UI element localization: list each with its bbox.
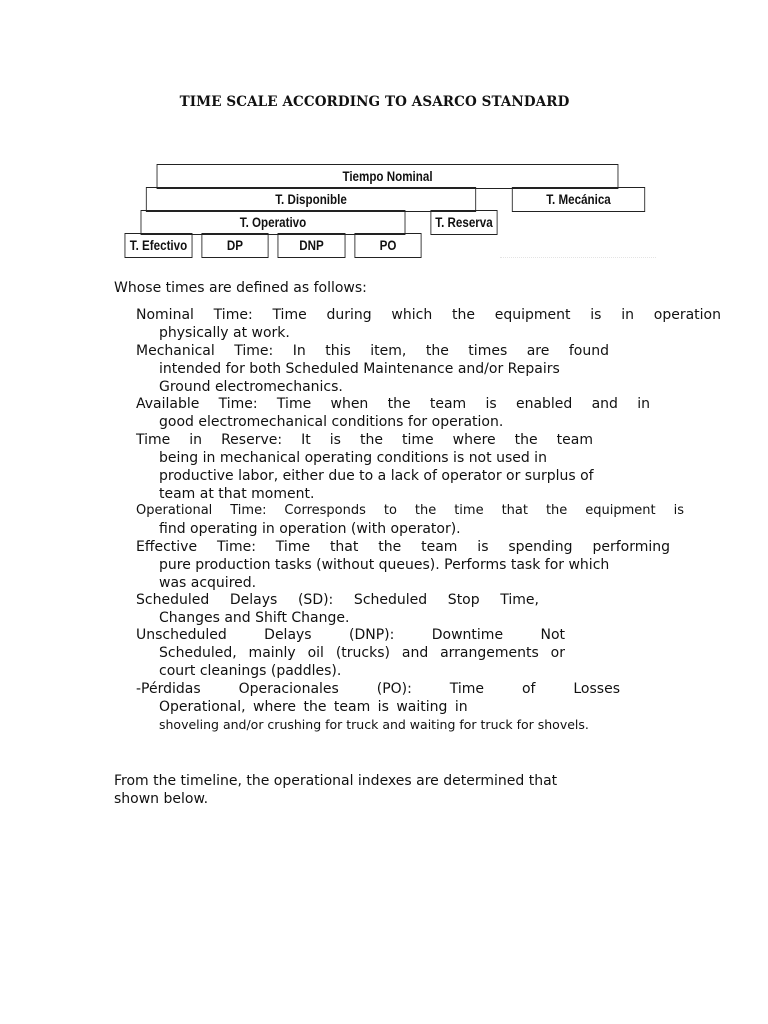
definition-unscheduled-delays xyxy=(136,626,565,680)
definition-line: Scheduled Delays (SD): Scheduled Stop Time, xyxy=(136,592,539,608)
definition-line: good electromechanical conditions for operation. xyxy=(159,414,504,430)
cell-dnp: DNP xyxy=(278,233,346,258)
definition-scheduled-delays xyxy=(136,591,539,627)
definition-line: physically at work. xyxy=(159,325,290,341)
definition-available-time xyxy=(136,395,650,431)
definition-line: Available Time: Time when the team is enabled and in xyxy=(136,396,650,412)
definition-line: court cleanings (paddles). xyxy=(159,663,342,679)
cell-t-efectivo: T. Efectivo xyxy=(125,233,193,258)
cell-t-operativo: T. Operativo xyxy=(141,210,406,235)
cell-t-reserva: T. Reserva xyxy=(430,210,497,235)
definition-line: Operational Time: Corresponds to the time that the equipment is xyxy=(136,503,684,518)
definition-line: intended for both Scheduled Maintenance and/or Repairs xyxy=(159,361,560,377)
definition-line: Unscheduled Delays (DNP): Downtime Not xyxy=(136,627,565,643)
definition-time-in-reserve xyxy=(136,431,593,503)
cell-po: PO xyxy=(354,233,421,258)
cell-t-disponible: T. Disponible xyxy=(146,187,476,212)
definition-line: -Pérdidas Operacionales (PO): Time of Losses xyxy=(136,681,620,697)
conclusion-line: From the timeline, the operational indexes are determined that xyxy=(114,773,558,789)
definition-line: shoveling and/or crushing for truck and waiting for truck for shovels. xyxy=(159,717,589,732)
definition-line: productive labor, either due to a lack of operator or surplus of xyxy=(159,468,594,484)
definition-line: being in mechanical operating conditions is not used in xyxy=(159,450,547,466)
definition-line: find operating in operation (with operator). xyxy=(159,521,461,537)
definition-operational-losses xyxy=(136,680,620,734)
definition-effective-time xyxy=(136,538,670,592)
definition-line: Time in Reserve: It is the time where the team xyxy=(136,432,593,448)
conclusion-text xyxy=(114,772,557,808)
definition-line: team at that moment. xyxy=(159,486,315,502)
definition-nominal-time xyxy=(136,306,721,342)
faint-divider xyxy=(500,257,656,258)
conclusion-line: shown below. xyxy=(114,791,209,807)
definition-line: Ground electromechanics. xyxy=(159,379,343,395)
definition-line: Mechanical Time: In this item, the times are found xyxy=(136,343,609,359)
definition-line: was acquired. xyxy=(159,575,257,591)
definition-line: Scheduled, mainly oil (trucks) and arrangements or xyxy=(159,645,565,661)
definition-line: Operational, where the team is waiting in xyxy=(159,699,468,715)
intro-text: Whose times are defined as follows: xyxy=(114,280,367,296)
page-title: TIME SCALE ACCORDING TO ASARCO STANDARD xyxy=(179,94,570,110)
definition-line: Nominal Time: Time during which the equipment is in operation xyxy=(136,307,721,323)
definition-mechanical-time xyxy=(136,342,609,396)
cell-tiempo-nominal: Tiempo Nominal xyxy=(157,164,619,189)
definition-line: Changes and Shift Change. xyxy=(159,610,350,626)
definition-operational-time xyxy=(136,502,684,538)
cell-t-mecanica: T. Mecánica xyxy=(512,187,645,212)
definition-line: pure production tasks (without queues). Performs task for which xyxy=(159,557,610,573)
cell-dp: DP xyxy=(201,233,268,258)
definition-line: Effective Time: Time that the team is spending performing xyxy=(136,539,670,555)
